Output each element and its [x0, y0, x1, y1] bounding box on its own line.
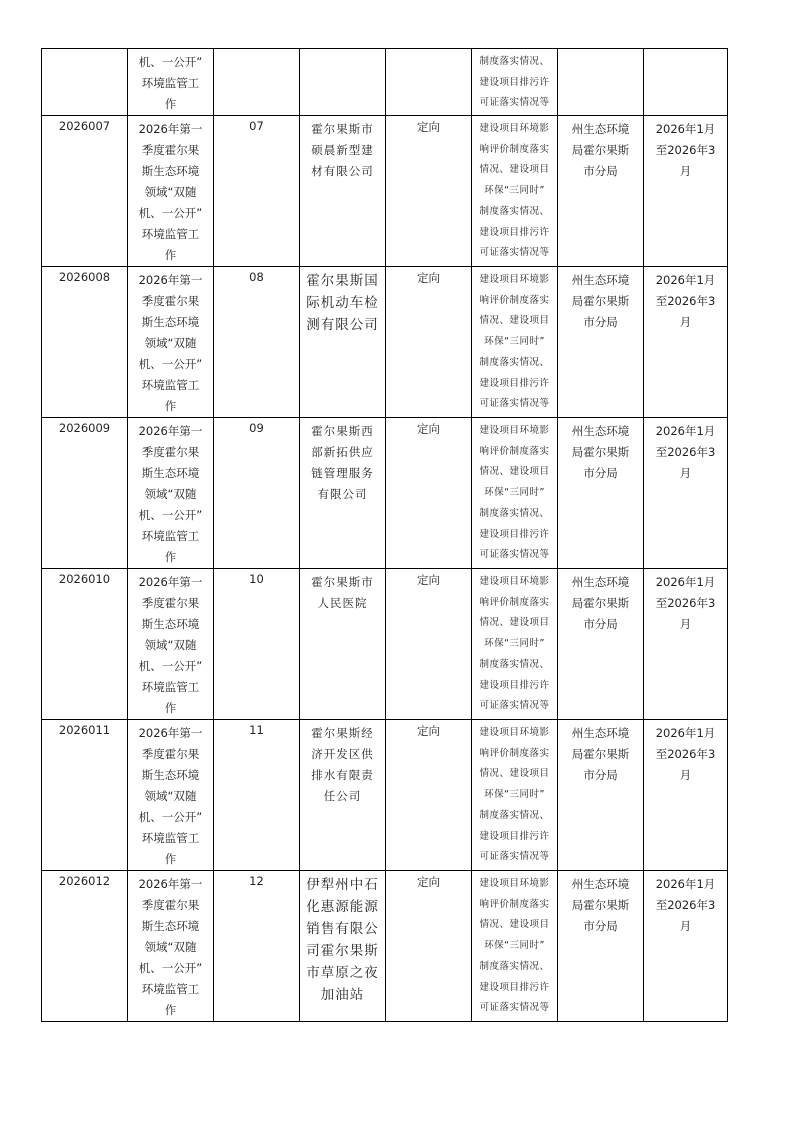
department-cell	[558, 267, 644, 418]
content-text: 建设项目环境影 响评价制度落实 情况、建设项目 环保“三同时” 制度落实情况、 建设项目排污许 可证落实情况等	[479, 878, 550, 1014]
mode-text: 定向	[417, 875, 440, 889]
id-cell	[42, 720, 128, 871]
department-cell	[558, 871, 644, 1022]
time-cell	[644, 871, 728, 1022]
content-cell	[472, 418, 558, 569]
content-cell	[472, 720, 558, 871]
task-text: 2026年第一 季度霍尔果 斯生态环境 领域“双随 机、一公开” 环境监管工 作	[138, 575, 203, 715]
task-cell	[128, 720, 214, 871]
unit-cell	[300, 569, 386, 720]
time-text: 2026年1月 至2026年3 月	[655, 726, 716, 782]
task-cell	[128, 116, 214, 267]
id-text: 2026008	[58, 270, 111, 284]
time-cell	[644, 116, 728, 267]
content-cell	[472, 569, 558, 720]
content-text: 建设项目环境影 响评价制度落实 情况、建设项目 环保“三同时” 制度落实情况、 建设项目排污许 可证落实情况等	[479, 123, 550, 259]
number-cell	[214, 49, 300, 116]
id-cell	[42, 49, 128, 116]
number-cell	[214, 871, 300, 1022]
time-cell	[644, 569, 728, 720]
unit-text: 霍尔果斯市 硕晨新型建 材有限公司	[311, 122, 374, 178]
id-cell	[42, 267, 128, 418]
time-text: 2026年1月 至2026年3 月	[655, 575, 716, 631]
unit-cell	[300, 720, 386, 871]
time-text: 2026年1月 至2026年3 月	[655, 273, 716, 329]
content-cell	[472, 49, 558, 116]
unit-text: 霍尔果斯西 部新拓供应 链管理服务 有限公司	[311, 424, 374, 501]
mode-text: 定向	[417, 271, 440, 285]
content-cell	[472, 116, 558, 267]
time-cell	[644, 267, 728, 418]
mode-cell	[386, 569, 472, 720]
task-cell	[128, 267, 214, 418]
no-text: 12	[249, 874, 264, 888]
unit-cell	[300, 871, 386, 1022]
no-text: 11	[249, 723, 264, 737]
no-text: 09	[249, 421, 264, 435]
id-text: 2026007	[58, 119, 111, 133]
id-text: 2026011	[58, 723, 111, 737]
task-cell	[128, 49, 214, 116]
dept-text: 州生态环境 局霍尔果斯 市分局	[571, 877, 630, 933]
department-cell	[558, 49, 644, 116]
task-cell	[128, 569, 214, 720]
number-cell	[214, 267, 300, 418]
unit-text: 霍尔果斯市 人民医院	[311, 575, 374, 610]
mode-text: 定向	[417, 422, 440, 436]
number-cell	[214, 569, 300, 720]
unit-cell	[300, 418, 386, 569]
content-text: 制度落实情况、 建设项目排污许 可证落实情况等	[479, 56, 550, 109]
no-text: 10	[249, 572, 264, 586]
mode-text: 定向	[417, 724, 440, 738]
content-cell	[472, 267, 558, 418]
department-cell	[558, 720, 644, 871]
task-cell	[128, 418, 214, 569]
content-text: 建设项目环境影 响评价制度落实 情况、建设项目 环保“三同时” 制度落实情况、 建设项目排污许 可证落实情况等	[479, 576, 550, 712]
time-cell	[644, 418, 728, 569]
unit-cell	[300, 116, 386, 267]
task-text: 2026年第一 季度霍尔果 斯生态环境 领域“双随 机、一公开” 环境监管工 作	[138, 273, 203, 413]
dept-text: 州生态环境 局霍尔果斯 市分局	[571, 424, 630, 480]
time-text: 2026年1月 至2026年3 月	[655, 424, 716, 480]
time-cell	[644, 49, 728, 116]
mode-text: 定向	[417, 120, 440, 134]
id-cell	[42, 418, 128, 569]
id-cell	[42, 569, 128, 720]
content-cell	[472, 871, 558, 1022]
dept-text: 州生态环境 局霍尔果斯 市分局	[571, 575, 630, 631]
content-text: 建设项目环境影 响评价制度落实 情况、建设项目 环保“三同时” 制度落实情况、 建设项目排污许 可证落实情况等	[479, 274, 550, 410]
time-text: 2026年1月 至2026年3 月	[655, 877, 716, 933]
id-text: 2026012	[58, 874, 111, 888]
id-text: 2026010	[58, 572, 111, 586]
dept-text: 州生态环境 局霍尔果斯 市分局	[571, 726, 630, 782]
table-row	[42, 569, 728, 720]
table-row	[42, 720, 728, 871]
table-row-continued	[42, 49, 728, 116]
unit-text: 霍尔果斯经 济开发区供 排水有限责 任公司	[311, 726, 374, 803]
mode-text: 定向	[417, 573, 440, 587]
time-text: 2026年1月 至2026年3 月	[655, 122, 716, 178]
dept-text: 州生态环境 局霍尔果斯 市分局	[571, 122, 630, 178]
no-text: 08	[249, 270, 264, 284]
content-text: 建设项目环境影 响评价制度落实 情况、建设项目 环保“三同时” 制度落实情况、 建设项目排污许 可证落实情况等	[479, 727, 550, 863]
table-row	[42, 116, 728, 267]
mode-cell	[386, 116, 472, 267]
number-cell	[214, 116, 300, 267]
task-text: 2026年第一 季度霍尔果 斯生态环境 领域“双随 机、一公开” 环境监管工 作	[138, 877, 203, 1017]
id-text: 2026009	[58, 421, 111, 435]
unit-text: 伊犁州中石 化惠源能源 销售有限公 司霍尔果斯 市草原之夜 加油站	[306, 877, 379, 1003]
mode-cell	[386, 418, 472, 569]
time-cell	[644, 720, 728, 871]
unit-cell	[300, 49, 386, 116]
mode-cell	[386, 720, 472, 871]
department-cell	[558, 569, 644, 720]
task-text: 2026年第一 季度霍尔果 斯生态环境 领域“双随 机、一公开” 环境监管工 作	[138, 122, 203, 262]
no-text: 07	[249, 119, 264, 133]
task-text: 机、一公开” 环境监管工 作	[138, 55, 203, 111]
inspection-table	[41, 48, 728, 1022]
mode-cell	[386, 871, 472, 1022]
mode-cell	[386, 49, 472, 116]
table-row	[42, 267, 728, 418]
department-cell	[558, 116, 644, 267]
table-row	[42, 418, 728, 569]
task-cell	[128, 871, 214, 1022]
task-text: 2026年第一 季度霍尔果 斯生态环境 领域“双随 机、一公开” 环境监管工 作	[138, 424, 203, 564]
number-cell	[214, 418, 300, 569]
number-cell	[214, 720, 300, 871]
table-row	[42, 871, 728, 1022]
mode-cell	[386, 267, 472, 418]
unit-cell	[300, 267, 386, 418]
dept-text: 州生态环境 局霍尔果斯 市分局	[571, 273, 630, 329]
id-cell	[42, 871, 128, 1022]
task-text: 2026年第一 季度霍尔果 斯生态环境 领域“双随 机、一公开” 环境监管工 作	[138, 726, 203, 866]
id-cell	[42, 116, 128, 267]
content-text: 建设项目环境影 响评价制度落实 情况、建设项目 环保“三同时” 制度落实情况、 建设项目排污许 可证落实情况等	[479, 425, 550, 561]
unit-text: 霍尔果斯国 际机动车检 测有限公司	[306, 273, 379, 333]
department-cell	[558, 418, 644, 569]
